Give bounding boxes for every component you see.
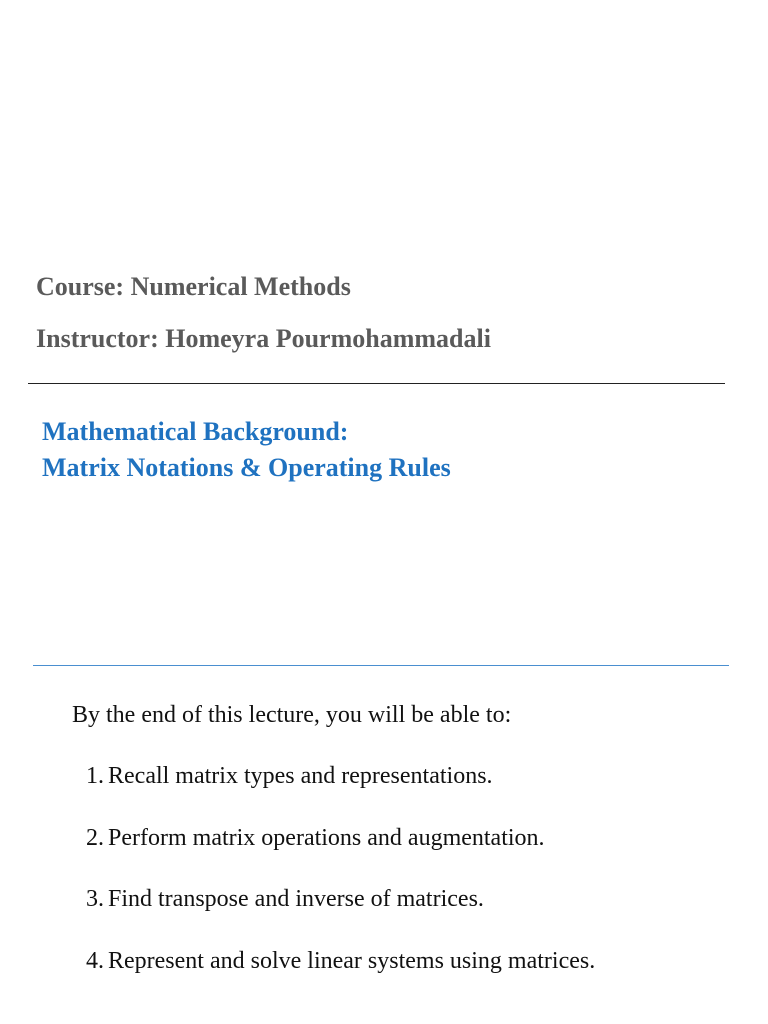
section-divider: [33, 665, 729, 666]
objective-number: 4.: [86, 947, 104, 974]
lecture-title: [42, 414, 451, 486]
lecture-title-line-2: Matrix Notations & Operating Rules: [42, 453, 451, 482]
objective-number: 1.: [86, 763, 104, 789]
lecture-title-line-1: Mathematical Background:: [42, 417, 349, 446]
objective-item: [86, 946, 595, 1008]
course-title: Course: Numerical Methods: [36, 272, 351, 301]
objective-text: Find transpose and inverse of matrices.: [108, 886, 484, 912]
objective-text: Perform matrix operations and augmentation.: [108, 824, 545, 851]
header-divider: [28, 383, 725, 384]
objective-item: [86, 761, 595, 823]
instructor-name: Instructor: Homeyra Pourmohammadali: [36, 324, 491, 353]
objective-text: Represent and solve linear systems using matrices.: [108, 947, 596, 974]
objectives-list: [86, 761, 595, 1007]
objective-number: 2.: [86, 824, 104, 851]
objective-text: Recall matrix types and representations.: [108, 763, 493, 789]
objective-item: [86, 823, 595, 885]
objective-item: [86, 884, 595, 946]
objectives-intro: By the end of this lecture, you will be able to:: [72, 702, 512, 728]
objective-number: 3.: [86, 886, 104, 912]
